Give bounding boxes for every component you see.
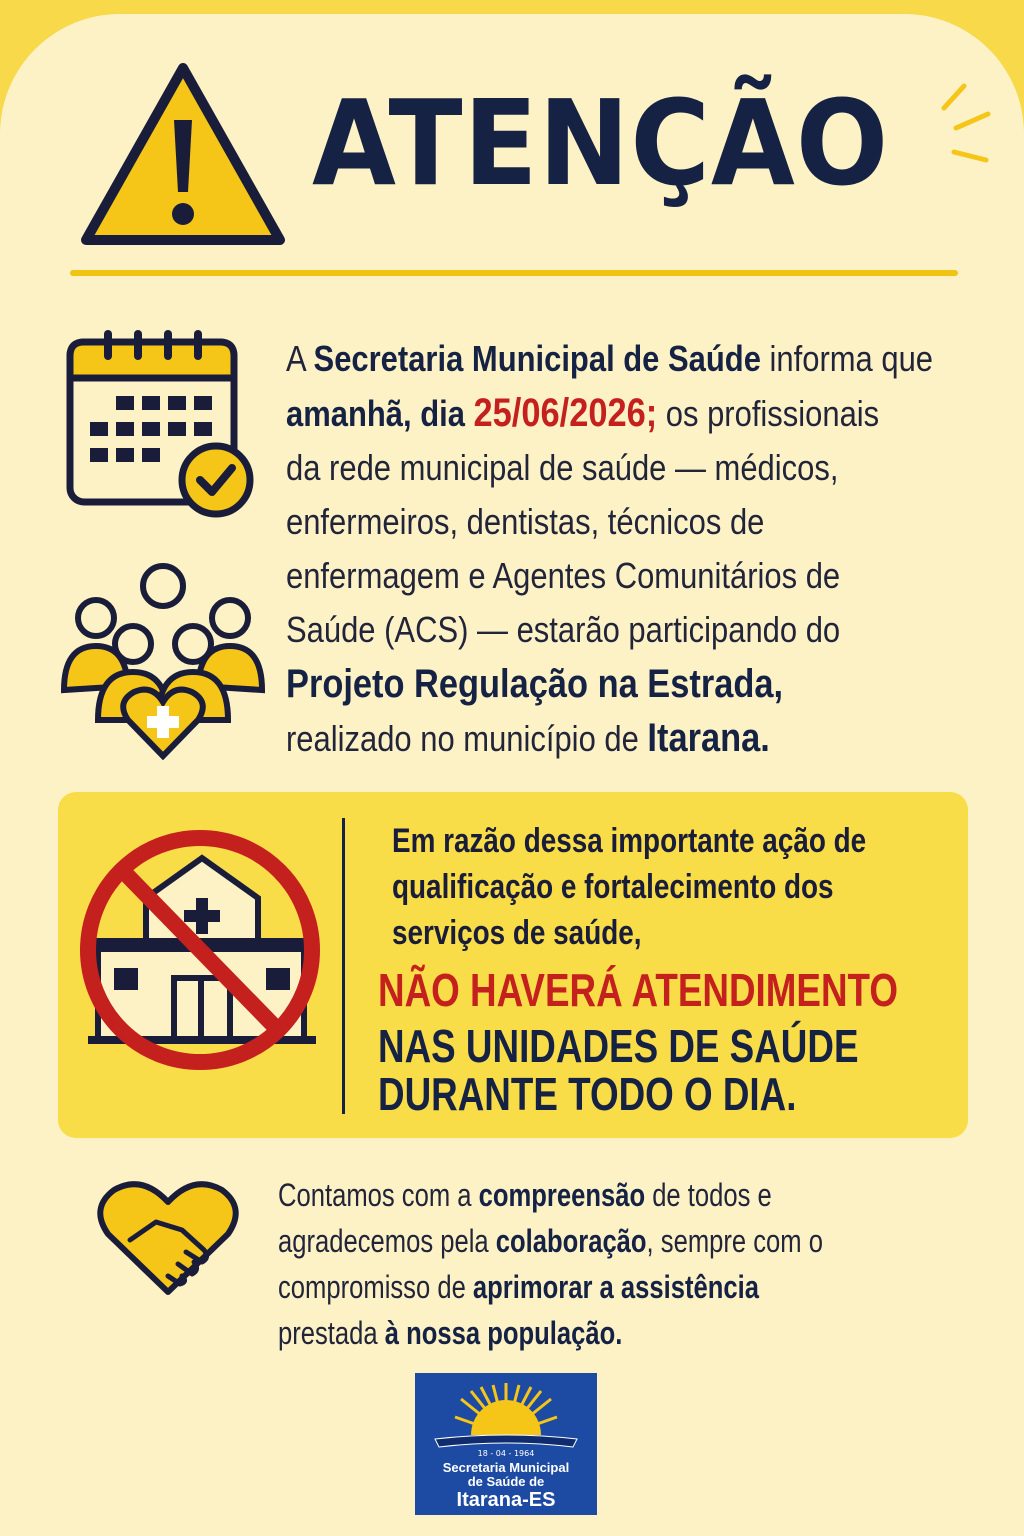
- logo-line-3: Itarana-ES: [456, 1489, 556, 1511]
- secretaria-logo: [415, 1373, 597, 1515]
- banner-reason: [392, 818, 917, 956]
- closing-bold: colaboração: [495, 1223, 647, 1259]
- logo-line-1: Secretaria Municipal: [442, 1460, 570, 1475]
- closing-text: , sempre com o: [646, 1223, 823, 1259]
- logo-line-2: de Saúde de: [467, 1474, 545, 1489]
- intro-text: realizado no município de: [286, 718, 648, 759]
- closing-text: agradecemos pela: [278, 1223, 496, 1259]
- closing-text: de todos e: [645, 1177, 772, 1213]
- closing-line-4: [278, 1310, 950, 1356]
- banner-line-6: DURANTE TODO O DIA.: [378, 1068, 797, 1120]
- banner-line-5: NAS UNIDADES DE SAÚDE: [378, 1020, 859, 1072]
- project-name: Projeto Regulação na Estrada,: [286, 662, 784, 706]
- closing-line-1: [278, 1172, 950, 1218]
- banner-line-2: qualificação e fortalecimento dos: [392, 868, 834, 906]
- no-service-alert: NÃO HAVERÁ ATENDIMENTO: [378, 964, 898, 1016]
- banner-divider: [342, 818, 345, 1114]
- closing-text: Contamos com a: [278, 1177, 479, 1213]
- banner-line-1: Em razão dessa importante ação de: [392, 822, 867, 860]
- banner-line-3: serviços de saúde,: [392, 914, 642, 952]
- intro-line-5: enfermagem e Agentes Comunitários de: [286, 555, 841, 596]
- sun-emblem-icon: [415, 1373, 597, 1453]
- intro-line-8: [286, 711, 991, 766]
- intro-text: informa que: [760, 338, 934, 379]
- closing-text: prestada: [278, 1315, 385, 1351]
- intro-line-2: [286, 386, 991, 441]
- handshake-heart-icon: [94, 1178, 242, 1298]
- warning-triangle-icon: [78, 60, 288, 250]
- closing-line-2: [278, 1218, 950, 1264]
- closing-line-3: [278, 1264, 950, 1310]
- intro-text: A: [286, 338, 314, 379]
- intro-line-3: da rede municipal de saúde — médicos,: [286, 447, 839, 488]
- intro-paragraph: [286, 332, 991, 766]
- intro-line-1: [286, 332, 991, 386]
- intro-line-4: enfermeiros, dentistas, técnicos de: [286, 501, 765, 542]
- city-name: Itarana.: [647, 716, 770, 760]
- sparkle-icon: [930, 78, 1000, 178]
- calendar-check-icon: [64, 322, 260, 522]
- page-title: ATENÇÃO: [312, 74, 890, 212]
- logo-date: 18 - 04 - 1964: [477, 1449, 535, 1458]
- people-heart-icon: [58, 560, 268, 760]
- no-clinic-icon: [76, 818, 328, 1080]
- event-date: 25/06/2026;: [473, 391, 658, 435]
- title-divider: [70, 270, 958, 276]
- intro-line-6: Saúde (ACS) — estarão participando do: [286, 609, 841, 650]
- closing-text: compromisso de: [278, 1269, 473, 1305]
- closing-paragraph: [278, 1172, 950, 1356]
- closing-bold: aprimorar a assistência: [472, 1269, 759, 1305]
- closing-bold: compreensão: [478, 1177, 646, 1213]
- intro-text: os profissionais: [657, 393, 880, 434]
- closing-bold: à nossa população.: [384, 1315, 623, 1351]
- org-name: Secretaria Municipal de Saúde: [313, 338, 761, 379]
- tomorrow-label: amanhã, dia: [286, 393, 474, 434]
